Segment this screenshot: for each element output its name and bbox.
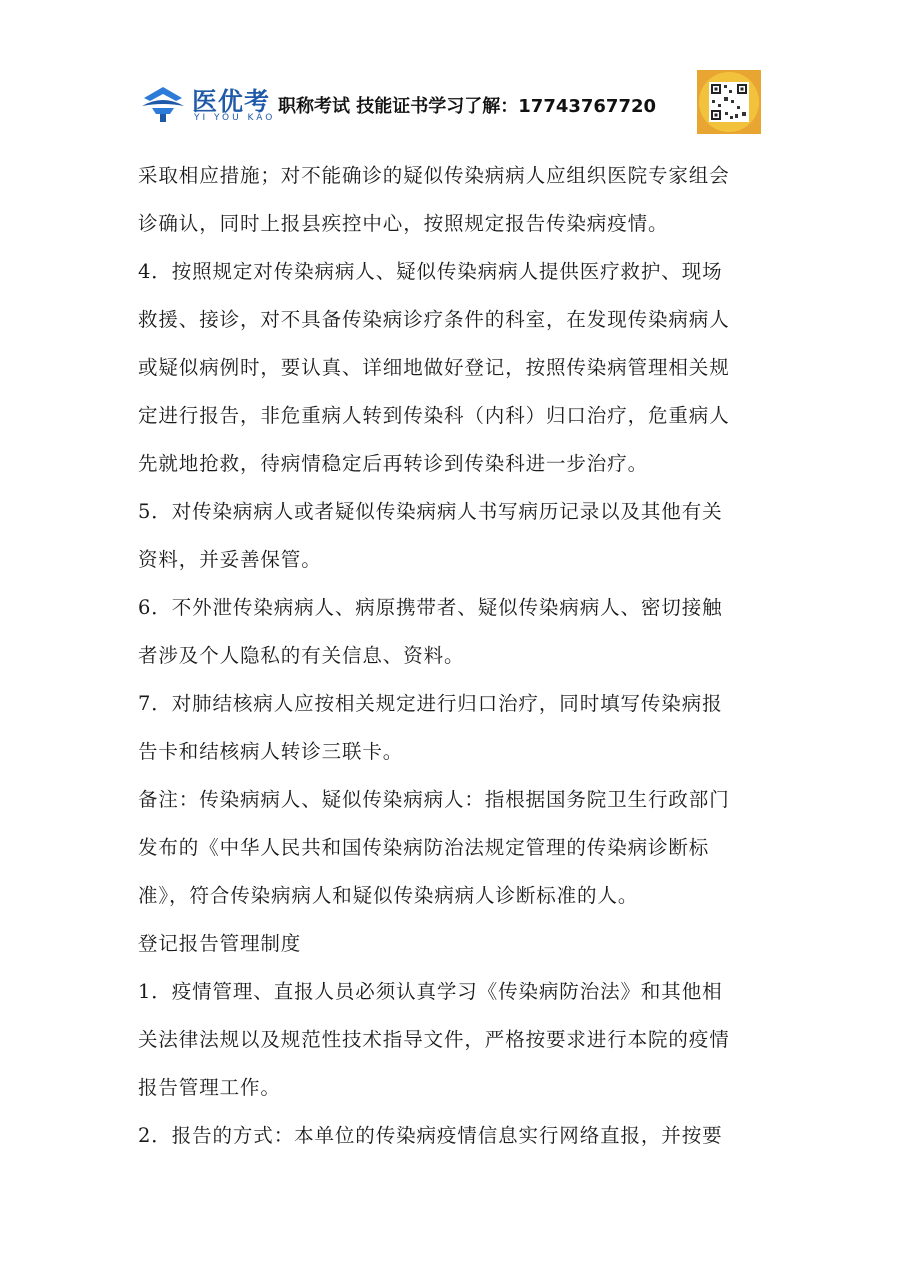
text-line: 救援、接诊，对不具备传染病诊疗条件的科室，在发现传染病病人 bbox=[138, 308, 730, 331]
text-line: 或疑似病例时，要认真、详细地做好登记，按照传染病管理相关规 bbox=[138, 356, 730, 379]
text-line: 资料，并妥善保管。 bbox=[138, 548, 322, 571]
text-line: 报告管理工作。 bbox=[138, 1076, 281, 1099]
text-line: 准》，符合传染病病人和疑似传染病病人诊断标准的人。 bbox=[138, 884, 639, 907]
text-line: 2．报告的方式：本单位的传染病疫情信息实行网络直报，并按要 bbox=[138, 1124, 723, 1147]
text-line: 发布的《中华人民共和国传染病防治法规定管理的传染病诊断标 bbox=[138, 836, 710, 859]
paragraph-note bbox=[138, 776, 774, 920]
text-line: 关法律法规以及规范性技术指导文件，严格按要求进行本院的疫情 bbox=[138, 1028, 730, 1051]
paragraph-followup bbox=[138, 152, 774, 248]
text-line: 者涉及个人隐私的有关信息、资料。 bbox=[138, 644, 465, 667]
text-line: 告卡和结核病人转诊三联卡。 bbox=[138, 740, 404, 763]
qr-code-icon bbox=[697, 70, 761, 134]
yiyoukao-logo-icon bbox=[140, 84, 186, 124]
header-tagline: 职称考试 技能证书学习了解：17743767720 bbox=[278, 96, 657, 117]
paragraph-item-6 bbox=[138, 584, 774, 680]
text-line: 6．不外泄传染病病人、病原携带者、疑似传染病病人、密切接触 bbox=[138, 596, 723, 619]
text-line: 采取相应措施；对不能确诊的疑似传染病病人应组织医院专家组会 bbox=[138, 164, 730, 187]
text-line: 7．对肺结核病人应按相关规定进行归口治疗，同时填写传染病报 bbox=[138, 692, 723, 715]
text-line: 1．疫情管理、直报人员必须认真学习《传染病防治法》和其他相 bbox=[138, 980, 723, 1003]
text-line: 5．对传染病病人或者疑似传染病病人书写病历记录以及其他有关 bbox=[138, 500, 723, 523]
paragraph-item-5 bbox=[138, 488, 774, 584]
paragraph-item-1 bbox=[138, 968, 774, 1112]
brand-name: 医优考 bbox=[192, 87, 271, 116]
paragraph-item-2 bbox=[138, 1112, 774, 1160]
brand-subtitle: YI YOU KAO bbox=[194, 113, 276, 123]
text-line: 备注：传染病病人、疑似传染病病人：指根据国务院卫生行政部门 bbox=[138, 788, 730, 811]
document-body bbox=[138, 152, 774, 1160]
text-line: 4．按照规定对传染病病人、疑似传染病病人提供医疗救护、现场 bbox=[138, 260, 723, 283]
section-heading bbox=[138, 920, 774, 968]
section-title: 登记报告管理制度 bbox=[138, 932, 302, 955]
text-line: 定进行报告，非危重病人转到传染科（内科）归口治疗，危重病人 bbox=[138, 404, 730, 427]
paragraph-item-7 bbox=[138, 680, 774, 776]
paragraph-item-4 bbox=[138, 248, 774, 488]
page-header bbox=[0, 0, 905, 150]
text-line: 诊确认，同时上报县疾控中心，按照规定报告传染病疫情。 bbox=[138, 212, 669, 235]
text-line: 先就地抢救，待病情稳定后再转诊到传染科进一步治疗。 bbox=[138, 452, 649, 475]
